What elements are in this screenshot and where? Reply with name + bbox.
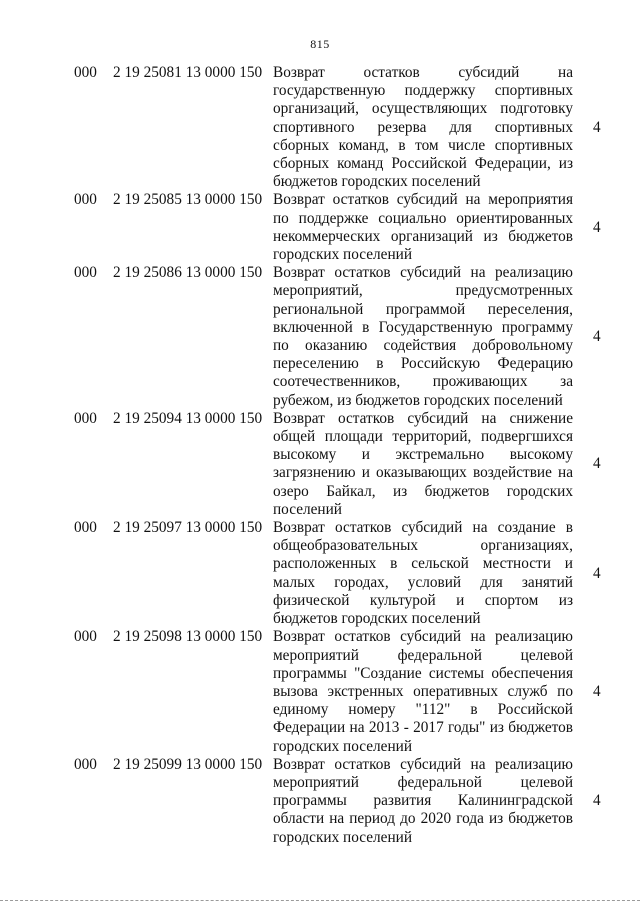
income-description: Возврат остатков субсидий на снижение общей площади территорий, подвергшихся высокому и экстремально высокому загрязнению и оказывающих воздействие на озеро Байкал, из бюджетов городских поселений [273, 409, 573, 518]
norm-value: 4 [593, 792, 601, 810]
budget-classification-code: 2 19 25094 13 0000 150 [113, 409, 263, 427]
norm-value: 4 [593, 118, 601, 136]
norm-value: 4 [593, 327, 601, 345]
norm-value: 4 [593, 218, 601, 236]
income-description: Возврат остатков субсидий на государственную поддержку спортивных организаций, осуществляющих подготовку спортивного резерва для спортивных сборных команд, в том числе спортивных сборных команд Российской Федерации, из бюджетов городских поселений [273, 64, 573, 191]
budget-classification-code: 2 19 25085 13 0000 150 [113, 191, 263, 209]
admin-code: 000 [74, 755, 97, 773]
budget-classification-code: 2 19 25086 13 0000 150 [113, 264, 263, 282]
budget-codes-table [0, 64, 640, 847]
budget-classification-code: 2 19 25099 13 0000 150 [113, 755, 263, 773]
admin-code: 000 [74, 519, 97, 537]
income-description: Возврат остатков субсидий на реализацию мероприятий федеральной целевой программы развития Калининградской области на период до 2020 года из бюджетов городских поселений [273, 755, 573, 846]
admin-code: 000 [74, 191, 97, 209]
admin-code: 000 [74, 264, 97, 282]
admin-code: 000 [74, 64, 97, 81]
income-description: Возврат остатков субсидий на реализацию мероприятий федеральной целевой программы "Создание системы обеспечения вызова экстренных оперативных служб по единому номеру "112" в Российской Федерации на 2013 - 2017 годы" из бюджетов городских поселений [273, 628, 573, 755]
table-row [0, 628, 640, 755]
income-description: Возврат остатков субсидий на создание в общеобразовательных организациях, расположенных в сельской местности и малых городах, условий для занятий физической культурой и спортом из бюджетов городских поселений [273, 519, 573, 628]
table-row [0, 264, 640, 410]
income-description: Возврат остатков субсидий на реализацию мероприятий, предусмотренных региональной программой переселения, включенной в Государственную программу по оказанию содействия добровольному переселению в Российскую Федерацию соотечественников, проживающих за рубежом, из бюджетов городских поселений [273, 264, 573, 409]
budget-classification-code: 2 19 25098 13 0000 150 [113, 628, 263, 646]
admin-code: 000 [74, 628, 97, 646]
admin-code: 000 [74, 409, 97, 427]
norm-value: 4 [593, 455, 601, 473]
norm-value: 4 [593, 682, 601, 700]
income-description: Возврат остатков субсидий на мероприятия по поддержке социально ориентированных некоммерческих организаций из бюджетов городских поселений [273, 191, 573, 264]
table-row [0, 64, 640, 191]
page-number: 815 [310, 37, 330, 51]
budget-classification-code: 2 19 25081 13 0000 150 [113, 64, 263, 81]
table-row [0, 410, 640, 519]
budget-classification-code: 2 19 25097 13 0000 150 [113, 519, 263, 537]
table-row [0, 519, 640, 628]
table-row [0, 191, 640, 264]
norm-value: 4 [593, 564, 601, 582]
table-row [0, 756, 640, 847]
scan-edge-line [0, 900, 640, 901]
